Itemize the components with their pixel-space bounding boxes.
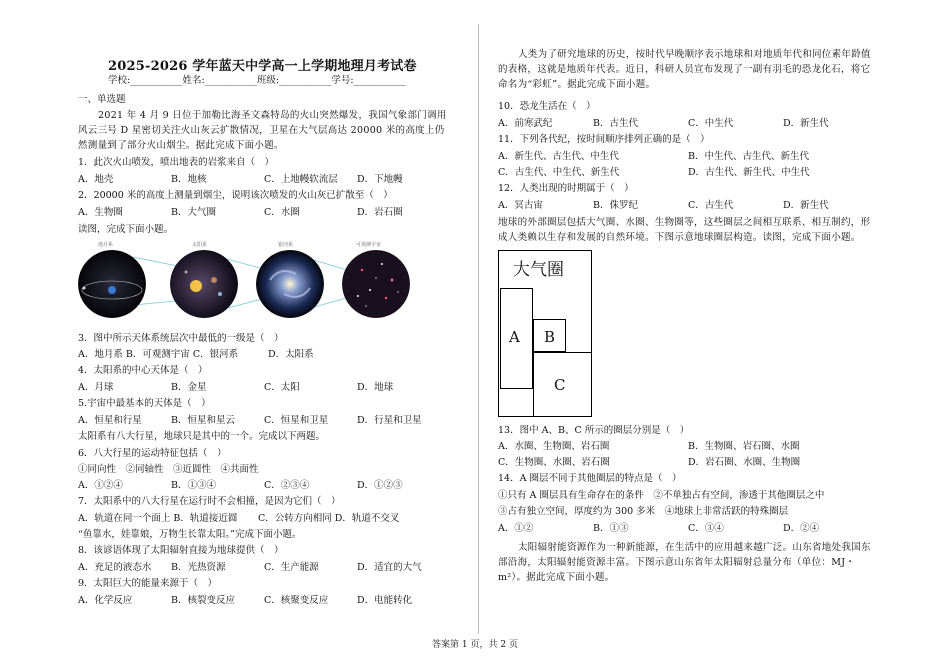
question-13-options-2 (498, 457, 878, 470)
option-c[interactable]: C．太阳 (264, 382, 300, 393)
option-c[interactable]: C．生产能源 (264, 562, 319, 573)
option-d[interactable]: D．适宜的大气 (357, 562, 422, 573)
question-13-options-1 (498, 441, 878, 454)
question-10-options (498, 118, 878, 131)
option-d[interactable]: D．行星和卫星 (357, 415, 422, 426)
sphere-a-box (500, 288, 533, 389)
question-11-options-2 (498, 167, 878, 180)
question-6-options (78, 480, 450, 493)
option-a[interactable]: A．恒星和行星 (78, 415, 142, 426)
option-b[interactable]: B．地核 (171, 174, 207, 185)
solar-system-image (170, 250, 238, 318)
question-7: 7．太阳系中的八大行星在运行时不会相撞，是因为它们（ ） (78, 496, 341, 507)
question-11: 11．下列各代纪，按时间顺序排列正确的是（ ） (498, 134, 710, 145)
option-a[interactable]: A．化学反应 (78, 595, 133, 606)
sphere-b-label: B (544, 328, 556, 346)
earth-moon-system-image (78, 250, 146, 318)
milky-way-image (256, 250, 324, 318)
option-a[interactable]: A．前寒武纪 (498, 118, 553, 129)
option-abc[interactable]: A．地月系 B．可观测宇宙 C．银河系 (78, 349, 239, 360)
option-d[interactable]: D．下地幔 (357, 174, 403, 185)
earth-spheres-diagram (498, 250, 592, 417)
question-12-options (498, 200, 878, 213)
option-c[interactable]: C．核聚变反应 (264, 595, 329, 606)
option-a[interactable]: A．①② (498, 523, 534, 534)
student-info-line: 学校:___________姓名:___________班级:___________学号:___________ (108, 75, 406, 86)
question-2: 2．20000 米的高度上测量到烟尘，说明该次喷发的火山灰已扩散至（ ） (78, 190, 393, 201)
option-c[interactable]: C．恒星和卫星 (264, 415, 329, 426)
section-heading: 一、单选题 (78, 94, 126, 105)
sphere-c-label: C (554, 376, 566, 394)
option-a[interactable]: A．地壳 (78, 174, 114, 185)
option-d[interactable]: D．岩石圈 (357, 207, 403, 218)
option-a[interactable]: A．生物圈 (78, 207, 123, 218)
question-7-options (78, 513, 399, 526)
option-a[interactable]: A．月球 (78, 382, 114, 393)
question-5-options (78, 415, 450, 428)
passage-sun-proverb: “鱼靠水，娃靠娘，万物生长靠太阳。”完成下面小题。 (78, 529, 302, 540)
question-3: 3．图中所示天体系统层次中最低的一级是（ ） (78, 333, 284, 344)
question-14: 14．A 圈层不同于其他圈层的特点是（ ） (498, 473, 682, 484)
question-8-options (78, 562, 450, 575)
option-b[interactable]: B．生物圈、岩石圈、水圈 (688, 441, 800, 452)
option-b[interactable]: B．恒星和星云 (171, 415, 235, 426)
option-c[interactable]: C．②③④ (264, 480, 310, 491)
exam-title: 2025-2026 学年蓝天中学高一上学期地理月考试卷 (108, 59, 417, 74)
option-d[interactable]: D．古生代、新生代、中生代 (688, 167, 810, 178)
option-c[interactable]: C．生物圈、水圈、岩石圈 (498, 457, 610, 468)
option-a[interactable]: A．冥古宙 (498, 200, 543, 211)
option-a[interactable]: A．①②④ (78, 480, 123, 491)
label-universe: 可观测宇宙 (356, 242, 382, 248)
image-labels-row (78, 242, 418, 250)
sphere-b-box (533, 319, 566, 352)
label-solar: 太阳系 (192, 242, 208, 248)
question-4: 4．太阳系的中心天体是（ ） (78, 365, 208, 376)
option-c[interactable]: C．中生代 (688, 118, 734, 129)
celestial-systems-figure (78, 250, 418, 310)
question-14-options (498, 523, 878, 536)
option-d[interactable]: D．①②③ (357, 480, 403, 491)
option-c[interactable]: C．上地幔软流层 (264, 174, 338, 185)
option-b[interactable]: B．古生代 (593, 118, 638, 129)
question-13: 13．图中 A、B、C 所示的圈层分别是（ ） (498, 425, 690, 436)
option-cd[interactable]: C．公转方向相同 D．轨道不交叉 (258, 513, 400, 524)
option-b[interactable]: B．金星 (171, 382, 207, 393)
option-d[interactable]: D．电能转化 (357, 595, 413, 606)
option-b[interactable]: B．核裂变反应 (171, 595, 235, 606)
option-b[interactable]: B．①③ (593, 523, 629, 534)
question-8: 8．该谚语体现了太阳辐射直接为地球提供（ ） (78, 545, 284, 556)
label-earth-moon: 地月系 (98, 242, 114, 248)
label-galaxy: 银河系 (278, 242, 294, 248)
question-1: 1．此次火山喷发，喷出地表的岩浆来自（ ） (78, 157, 275, 168)
question-9: 9．太阳巨大的能量来源于（ ） (78, 578, 218, 589)
option-a[interactable]: A．充足的液态水 (78, 562, 152, 573)
option-b[interactable]: B．①③④ (171, 480, 216, 491)
option-a[interactable]: A．新生代、古生代、中生代 (498, 151, 619, 162)
option-d[interactable]: D．地球 (357, 382, 394, 393)
option-c[interactable]: C．③④ (688, 523, 724, 534)
sphere-a-label: A (509, 328, 520, 346)
option-ab[interactable]: A．轨道在同一个面上 B．轨道接近圆 (78, 513, 238, 524)
question-14-statements-2: ③占有独立空间，厚度约为 300 多米 ④地球上非常活跃的特殊圈层 (498, 506, 789, 517)
question-9-options (78, 595, 450, 608)
read-instruction: 读图，完成下面小题。 (78, 224, 174, 235)
option-d[interactable]: D．②④ (783, 523, 820, 534)
question-6-statements: ①同向性 ②同轴性 ③近圆性 ④共面性 (78, 464, 259, 475)
option-b[interactable]: B．侏罗纪 (593, 200, 638, 211)
sphere-c-box (533, 352, 592, 417)
option-b[interactable]: B．光热资源 (171, 562, 226, 573)
option-c[interactable]: C．古生代 (688, 200, 734, 211)
atmosphere-label: 大气圈 (513, 260, 564, 280)
option-b[interactable]: B．大气圈 (171, 207, 216, 218)
page-footer: 答案第 1 页，共 2 页 (432, 640, 518, 650)
option-d[interactable]: D．新生代 (783, 118, 829, 129)
passage-solar-radiation: 太阳辐射能资源作为一种新能源，在生活中的应用越来越广泛。山东省地处我国东部沿海，太阳辐射能资源丰富。下图示意山东省年太阳辐射总量分布（单位：MJ・m²）。据此完成下面小题。 (498, 542, 871, 583)
option-d[interactable]: D．岩石圈、水圈、生物圈 (688, 457, 801, 468)
passage-planets: 太阳系有八大行星，地球只是其中的一个。完成以下两题。 (78, 431, 326, 442)
option-a[interactable]: A．水圈、生物圈、岩石圈 (498, 441, 610, 452)
question-14-statements-1: ①只有 A 圈层具有生命存在的条件 ②不单独占有空间，渗透于其他圈层之中 (498, 490, 825, 501)
option-d[interactable]: D．新生代 (783, 200, 829, 211)
option-c[interactable]: C．水圈 (264, 207, 300, 218)
question-10: 10．恐龙生活在（ ） (498, 101, 596, 112)
question-12: 12．人类出现的时期属于（ ） (498, 183, 634, 194)
passage-volcano: 2021 年 4 月 9 日位于加勒比海圣文森特岛的火山突然爆发，我国气象部门调用风云三号 D 星密切关注火山灰云扩散情况，卫星在大气层高达 20000 米的高度上仍然测量到了部分火山烟尘。据此完成下面小题。 (78, 110, 447, 151)
option-c[interactable]: C．古生代、中生代、新生代 (498, 167, 620, 178)
option-d[interactable]: D．太阳系 (268, 349, 314, 360)
question-4-options (78, 382, 450, 395)
question-3-options (78, 349, 314, 362)
question-1-options (78, 174, 450, 187)
question-11-options-1 (498, 151, 878, 164)
observable-universe-image (342, 250, 410, 318)
option-b[interactable]: B．中生代、古生代、新生代 (688, 151, 809, 162)
column-divider (478, 24, 479, 634)
passage-geologic-time: 人类为了研究地球的历史，按时代早晚顺序表示地球和对地质年代和同位素年龄值的表格，这就是地质年代表。近日，科研人员宣布发现了一副有羽毛的恐龙化石，将它命名为“彩虹”。据此完成下面小题。 (498, 49, 871, 90)
question-2-options (78, 207, 450, 220)
passage-earth-spheres: 地球的外部圈层包括大气圈、水圈、生物圈等，这些圈层之间相互联系、相互制约，形成人类赖以生存和发展的自然环境。下图示意地球圈层构造。读图，完成下面小题。 (498, 217, 871, 243)
question-5: 5.宇宙中最基本的天体是（ ） (78, 398, 211, 409)
question-6: 6．八大行星的运动特征包括（ ） (78, 448, 227, 459)
